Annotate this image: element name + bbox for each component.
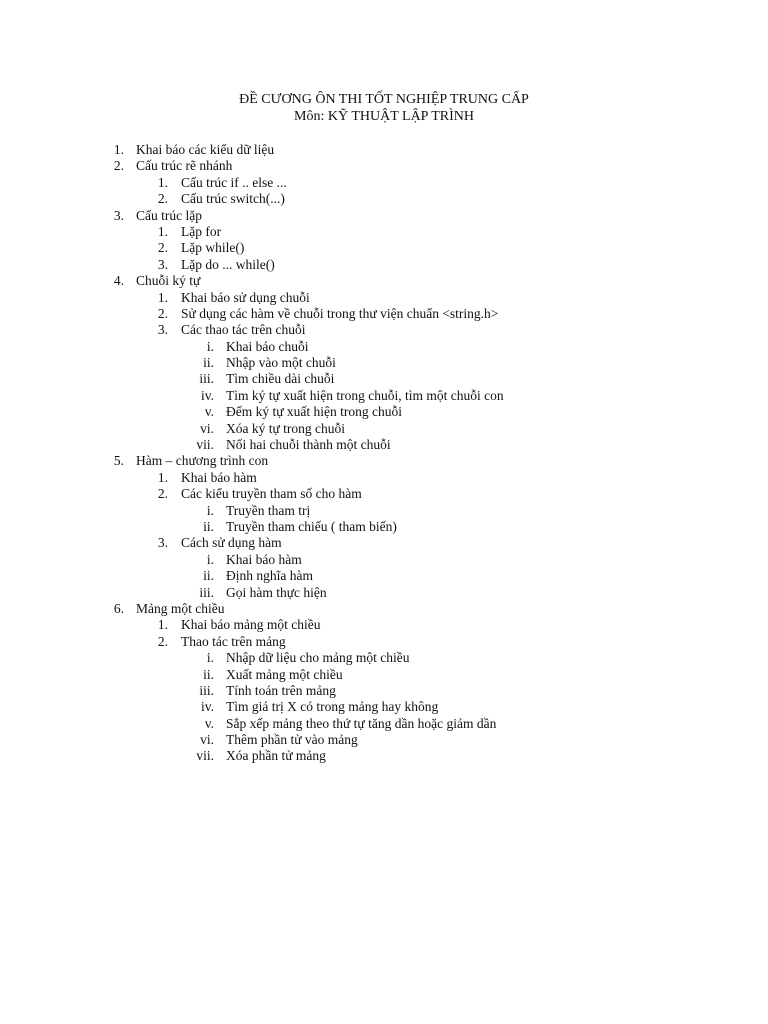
- outline-item-text: Nhập vào một chuỗi: [226, 355, 336, 371]
- outline-item-level-1: [0, 208, 768, 224]
- outline-item-text: Tìm giá trị X có trong mảng hay không: [226, 699, 439, 715]
- outline-item-number: ii.: [203, 518, 214, 534]
- outline-item-number: ii.: [203, 355, 214, 371]
- outline-item-text: Xuất mảng một chiều: [226, 666, 343, 682]
- outline-item-level-3: [0, 437, 768, 453]
- outline-item-level-3: [0, 388, 768, 404]
- outline-item-level-1: [0, 273, 768, 289]
- outline-item-number: 3.: [157, 535, 168, 551]
- outline-item-level-2: [0, 240, 768, 256]
- outline-item-text: Mảng một chiều: [136, 600, 225, 616]
- outline-item-text: Khai báo chuỗi: [226, 338, 309, 354]
- outline-item-number: v.: [204, 715, 214, 731]
- outline-item-level-1: [0, 601, 768, 617]
- outline-item-text: Nối hai chuỗi thành một chuỗi: [226, 437, 391, 453]
- outline-item-level-2: [0, 224, 768, 240]
- outline-item-level-3: [0, 699, 768, 715]
- outline-item-level-2: [0, 535, 768, 551]
- outline-item-number: 2.: [113, 158, 124, 174]
- outline-item-level-1: [0, 158, 768, 174]
- outline-list: [0, 142, 768, 765]
- outline-item-text: Chuỗi ký tự: [136, 273, 201, 289]
- outline-item-text: Các kiểu truyền tham số cho hàm: [181, 486, 362, 502]
- outline-item-level-1: [0, 142, 768, 158]
- outline-item-number: 1.: [157, 289, 168, 305]
- outline-item-number: v.: [204, 404, 214, 420]
- outline-item-number: 6.: [113, 600, 124, 616]
- outline-item-level-2: [0, 617, 768, 633]
- outline-item-text: Lặp do ... while(): [181, 256, 275, 272]
- outline-item-number: 1.: [157, 617, 168, 633]
- outline-item-text: Gọi hàm thực hiện: [226, 584, 327, 600]
- outline-item-level-3: [0, 503, 768, 519]
- outline-item-number: vi.: [200, 420, 214, 436]
- document-subtitle: Môn: KỸ THUẬT LẬP TRÌNH: [294, 109, 474, 124]
- outline-item-number: vi.: [200, 732, 214, 748]
- outline-item-number: 3.: [157, 256, 168, 272]
- outline-item-text: Lặp for: [181, 223, 222, 239]
- outline-item-text: Khai báo sử dụng chuỗi: [181, 289, 310, 305]
- outline-item-text: Khai báo mảng một chiều: [181, 617, 321, 633]
- outline-item-level-2: [0, 257, 768, 273]
- outline-item-number: i.: [206, 338, 214, 354]
- outline-item-number: 5.: [113, 453, 124, 469]
- outline-item-text: Lặp while(): [181, 240, 245, 256]
- outline-item-number: 1.: [157, 469, 168, 485]
- outline-item-level-2: [0, 175, 768, 191]
- outline-item-level-3: [0, 552, 768, 568]
- outline-item-number: 3.: [157, 322, 168, 338]
- outline-item-text: Cấu trúc lặp: [136, 207, 202, 223]
- outline-item-number: ii.: [203, 568, 214, 584]
- outline-item-text: Xóa ký tự trong chuỗi: [226, 420, 346, 436]
- outline-item-level-2: [0, 306, 768, 322]
- outline-item-level-3: [0, 404, 768, 420]
- document-title: ĐỀ CƯƠNG ÔN THI TỐT NGHIỆP TRUNG CẤP: [239, 92, 529, 107]
- outline-item-number: 3.: [113, 207, 124, 223]
- outline-item-number: i.: [206, 650, 214, 666]
- outline-item-level-3: [0, 568, 768, 584]
- outline-item-text: Khai báo hàm: [226, 551, 302, 567]
- outline-item-text: Tính toán trên mảng: [226, 682, 336, 698]
- outline-item-level-3: [0, 339, 768, 355]
- outline-item-text: Định nghĩa hàm: [226, 568, 313, 584]
- outline-item-number: iv.: [201, 699, 214, 715]
- outline-item-level-3: [0, 748, 768, 764]
- outline-item-number: i.: [206, 551, 214, 567]
- outline-item-text: Tìm chiều dài chuỗi: [226, 371, 335, 387]
- outline-item-level-2: [0, 290, 768, 306]
- outline-item-text: Nhập dữ liệu cho mảng một chiều: [226, 650, 410, 666]
- outline-item-number: 1.: [113, 142, 124, 157]
- outline-item-text: Khai báo các kiểu dữ liệu: [136, 142, 275, 157]
- outline-item-level-3: [0, 519, 768, 535]
- outline-item-number: 2.: [157, 486, 168, 502]
- outline-item-number: iv.: [201, 387, 214, 403]
- outline-item-level-3: [0, 683, 768, 699]
- outline-item-text: Cấu trúc if .. else ...: [181, 174, 287, 190]
- outline-item-text: Sắp xếp mảng theo thứ tự tăng dần hoặc giảm dần: [226, 715, 497, 731]
- outline-item-text: Đếm ký tự xuất hiện trong chuỗi: [226, 404, 403, 420]
- outline-item-level-3: [0, 732, 768, 748]
- outline-item-text: Hàm – chương trình con: [136, 453, 269, 469]
- outline-item-text: Cấu trúc rẽ nhánh: [136, 158, 233, 174]
- outline-item-level-1: [0, 453, 768, 469]
- outline-item-text: Truyền tham trị: [226, 502, 311, 518]
- outline-item-level-2: [0, 486, 768, 502]
- outline-item-level-2: [0, 634, 768, 650]
- outline-item-level-3: [0, 421, 768, 437]
- outline-item-text: Cấu trúc switch(...): [181, 191, 285, 207]
- outline-item-level-3: [0, 716, 768, 732]
- outline-item-number: i.: [206, 502, 214, 518]
- outline-item-text: Thêm phần tử vào mảng: [226, 732, 358, 748]
- outline-item-level-3: [0, 667, 768, 683]
- outline-item-text: Các thao tác trên chuỗi: [181, 322, 306, 338]
- outline-item-number: vii.: [196, 437, 214, 453]
- outline-item-level-3: [0, 355, 768, 371]
- outline-item-text: Xóa phần tử mảng: [226, 748, 326, 764]
- outline-item-number: 2.: [157, 191, 168, 207]
- outline-item-text: Tìm ký tự xuất hiện trong chuỗi, tìm một chuỗi con: [226, 387, 504, 403]
- outline-item-number: ii.: [203, 666, 214, 682]
- outline-item-level-2: [0, 191, 768, 207]
- outline-item-level-2: [0, 322, 768, 338]
- outline-item-number: 4.: [113, 273, 124, 289]
- outline-item-number: 2.: [157, 305, 168, 321]
- outline-item-text: Truyền tham chiếu ( tham biến): [226, 518, 397, 534]
- outline-item-number: 1.: [157, 174, 168, 190]
- outline-item-number: iii.: [199, 682, 214, 698]
- outline-item-number: iii.: [199, 584, 214, 600]
- outline-item-number: 2.: [157, 633, 168, 649]
- outline-item-number: iii.: [199, 371, 214, 387]
- outline-item-text: Thao tác trên mảng: [181, 633, 286, 649]
- outline-item-text: Cách sử dụng hàm: [181, 535, 282, 551]
- outline-item-number: vii.: [196, 748, 214, 764]
- outline-item-level-2: [0, 470, 768, 486]
- outline-item-text: Khai báo hàm: [181, 469, 257, 485]
- outline-item-level-3: [0, 371, 768, 387]
- outline-item-number: 2.: [157, 240, 168, 256]
- outline-item-number: 1.: [157, 223, 168, 239]
- outline-item-level-3: [0, 650, 768, 666]
- outline-item-level-3: [0, 585, 768, 601]
- outline-item-text: Sử dụng các hàm về chuỗi trong thư viện chuẩn <string.h>: [181, 305, 499, 321]
